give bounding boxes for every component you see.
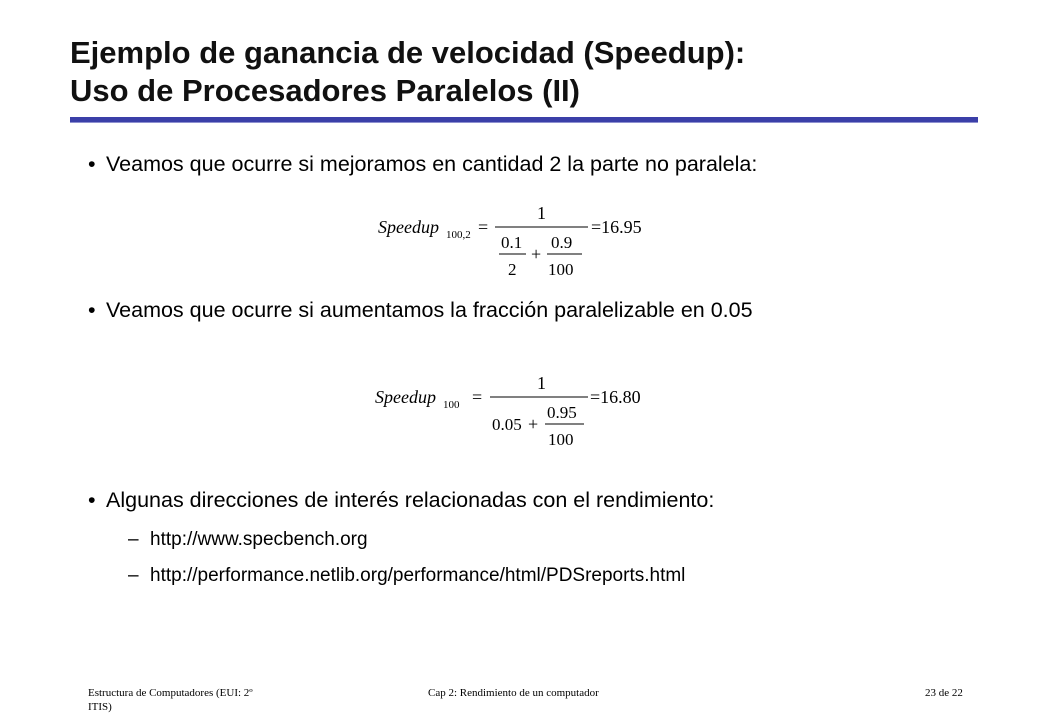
f2-result: =16.80 [590, 387, 641, 407]
footer-page-number: 23 de 22 [925, 687, 963, 699]
title-line-1: Ejemplo de ganancia de velocidad (Speedup): [70, 35, 746, 70]
bullet-text: Algunas direcciones de interés relacionadas con el rendimiento: [106, 488, 715, 512]
formula-speedup-100 [360, 368, 680, 453]
f1-result: =16.95 [591, 217, 642, 237]
f2-term1: 0.05 [492, 415, 522, 434]
footer-course-line-1: Estructura de Computadores (EUI: 2º [88, 687, 253, 699]
f1-term2-den: 100 [548, 260, 574, 279]
bullet-marker: • [88, 152, 96, 176]
f2-numerator: 1 [537, 373, 546, 393]
bullet-item [88, 152, 757, 177]
f1-term1-den: 2 [508, 260, 517, 279]
link-item-specbench[interactable] [128, 529, 368, 551]
f2-lhs: Speedup [375, 387, 436, 407]
f2-subscript: 100 [443, 399, 460, 411]
formula-speedup-100-2 [360, 198, 680, 283]
f1-term2-num: 0.9 [551, 233, 573, 252]
link-text[interactable]: http://www.specbench.org [150, 529, 368, 550]
f1-subscript: 100,2 [446, 229, 471, 241]
dash-marker: – [128, 565, 139, 586]
f2-plus: + [528, 414, 539, 434]
dash-marker: – [128, 529, 139, 550]
f1-term1-num: 0.1 [501, 233, 523, 252]
bullet-marker: • [88, 298, 96, 322]
title-underline [70, 117, 978, 123]
bullet-marker: • [88, 488, 96, 512]
f1-equals: = [478, 217, 489, 237]
footer-course [88, 686, 253, 714]
f1-plus: + [531, 244, 542, 264]
f2-term2-den: 100 [548, 430, 574, 449]
slide-title [70, 34, 970, 110]
bullet-text: Veamos que ocurre si mejoramos en cantidad 2 la parte no paralela: [106, 152, 758, 176]
link-item-netlib[interactable] [128, 565, 685, 587]
footer-chapter: Cap 2: Rendimiento de un computador [428, 687, 599, 699]
f1-numerator: 1 [537, 203, 546, 223]
footer-course-line-2: ITIS) [88, 701, 112, 713]
f1-lhs: Speedup [378, 217, 439, 237]
title-line-2: Uso de Procesadores Paralelos (II) [70, 73, 580, 108]
f2-equals: = [472, 387, 483, 407]
bullet-item [88, 488, 714, 513]
link-text[interactable]: http://performance.netlib.org/performance/html/PDSreports.html [150, 565, 686, 586]
bullet-text: Veamos que ocurre si aumentamos la fracción paralelizable en 0.05 [106, 298, 753, 322]
f2-term2-num: 0.95 [547, 403, 577, 422]
bullet-item [88, 298, 753, 323]
